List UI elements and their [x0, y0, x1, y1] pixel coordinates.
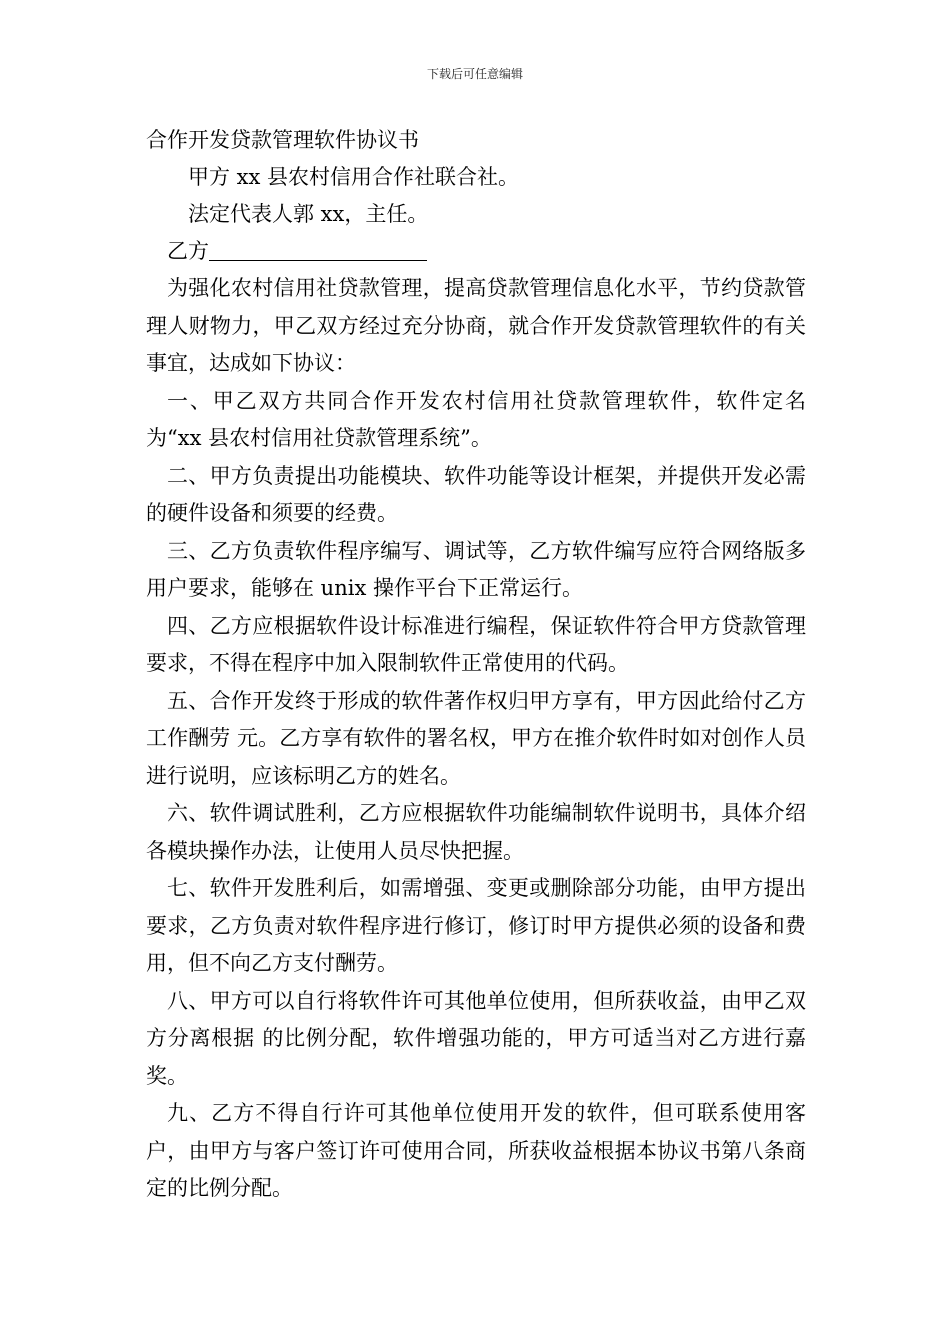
clause-3: 三、乙方负责软件程序编写、调试等，乙方软件编写应符合网络版多用户要求，能够在 unix 操作平台下正常运行。 [146, 538, 806, 600]
party-b-blank [209, 240, 427, 261]
intro-paragraph: 为强化农村信用社贷款管理，提高贷款管理信息化水平，节约贷款管理人财物力，甲乙双方经过充分协商，就合作开发贷款管理软件的有关事宜，达成如下协议： [146, 276, 806, 375]
clause-5: 五、合作开发终于形成的软件著作权归甲方享有，甲方因此给付乙方工作酬劳 元。乙方享有软件的署名权，甲方在推介软件时如对创作人员进行说明，应该标明乙方的姓名。 [146, 688, 806, 788]
document-title: 合作开发贷款管理软件协议书 [146, 128, 419, 152]
clause-1: 一、甲乙双方共同合作开发农村信用社贷款管理软件，软件定名为“xx 县农村信用社贷款管理系统”。 [146, 388, 806, 450]
legal-representative-line: 法定代表人郭 xx，主任。 [188, 202, 429, 226]
party-b-line [146, 233, 806, 270]
party-a-line: 甲方 xx 县农村信用合作社联合社。 [188, 165, 520, 189]
party-b-label: 乙方 [167, 239, 209, 263]
clause-9: 九、乙方不得自行许可其他单位使用开发的软件，但可联系使用客户，由甲方与客户签订许可使用合同，所获收益根据本协议书第八条商定的比例分配。 [146, 1101, 806, 1200]
agreement-body [146, 122, 806, 1208]
clause-7: 七、软件开发胜利后，如需增强、变更或删除部分功能，由甲方提出要求，乙方负责对软件程序进行修订，修订时甲方提供必须的设备和费用，但不向乙方支付酬劳。 [146, 876, 806, 975]
clause-8: 八、甲方可以自行将软件许可其他单位使用，但所获收益，由甲乙双方分离根据 的比例分配，软件增强功能的，甲方可适当对乙方进行嘉奖。 [146, 988, 806, 1088]
clause-2: 二、甲方负责提出功能模块、软件功能等设计框架，并提供开发必需的硬件设备和须要的经费。 [146, 463, 806, 525]
clause-6: 六、软件调试胜利，乙方应根据软件功能编制软件说明书，具体介绍各模块操作办法，让使用人员尽快把握。 [146, 801, 806, 863]
clause-4: 四、乙方应根据软件设计标准进行编程，保证软件符合甲方贷款管理要求，不得在程序中加入限制软件正常使用的代码。 [146, 613, 806, 675]
header-note: 下载后可任意编辑 [426, 67, 523, 81]
